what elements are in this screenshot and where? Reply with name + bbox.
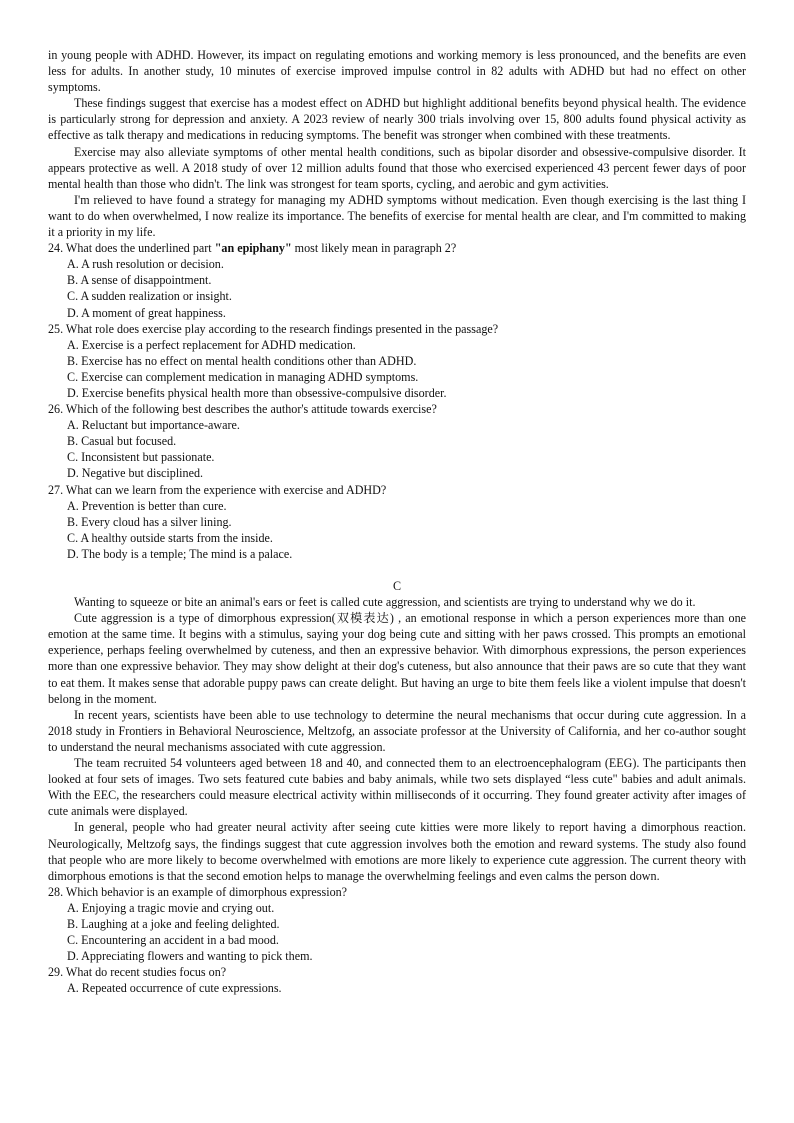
passage-b-paragraph: Exercise may also alleviate symptoms of other mental health conditions, such as bipolar disorder and obsessive-compulsive disorder. It appears protective as well. A 2018 study of over 12 million adults found that those who exercised experienced 43 percent fewer days of poor mental health than those who didn't. The link was strongest for team sports, cycling, and aerobic and gym activities. (48, 144, 746, 191)
option-c: C. Exercise can complement medication in managing ADHD symptoms. (67, 369, 419, 384)
underlined-phrase: "an epiphany" (214, 241, 292, 256)
passage-b-paragraph: in young people with ADHD. However, its impact on regulating emotions and working memory is less pronounced, and the benefits are even less for adults. In another study, 10 minutes of exercise improved impulse control in 82 adults with ADHD but had no effect on other symptoms. (48, 48, 746, 95)
option-a: A. Repeated occurrence of cute expressions. (67, 981, 282, 996)
option-a: A. Enjoying a tragic movie and crying out. (67, 900, 275, 915)
section-heading: C (392, 579, 402, 593)
option-d: D. The body is a temple; The mind is a palace. (67, 546, 293, 561)
option-c: C. Encountering an accident in a bad mood. (67, 933, 279, 948)
option-b: B. Exercise has no effect on mental health conditions other than ADHD. (67, 353, 417, 368)
option-a: A. Exercise is a perfect replacement for ADHD medication. (67, 337, 356, 352)
passage-c-paragraph: In general, people who had greater neural activity after seeing cute kitties were more likely to report having a dimorphous reaction. Neurologically, Meltzofg says, the findings suggest that cute aggression involves both the emotion and reward systems. The study also found that people who are more likely to become overwhelmed with emotions are more likely to experience cute aggression. The current theory with dimorphous emotions is that the second emotion helps to manage the overwhelming feelings and even calms the person down. (48, 820, 746, 883)
option-c: C. A sudden realization or insight. (67, 289, 232, 304)
option-a: A. Prevention is better than cure. (67, 498, 227, 513)
passage-c-paragraph: Wanting to squeeze or bite an animal's ears or feet is called cute aggression, and scientists are trying to understand why we do it. (74, 595, 696, 610)
option-c: C. A healthy outside starts from the inside. (67, 530, 273, 545)
question-stem-text: most likely mean in paragraph 2? (291, 241, 457, 256)
passage-b-paragraph: I'm relieved to have found a strategy for managing my ADHD symptoms without medication. Even though exercising is the last thing I want to do when overwhelmed, I now realize its importance. The benefits of exercise for mental health are clear, and I'm committed to making it a priority in my life. (48, 192, 746, 240)
question-27-stem: 27. What can we learn from the experience with exercise and ADHD? (48, 482, 387, 497)
question-25-stem: 25. What role does exercise play according to the research findings presented in the passage? (48, 321, 499, 336)
question-26-stem: 26. Which of the following best describes the author's attitude towards exercise? (48, 402, 437, 417)
option-a: A. Reluctant but importance-aware. (67, 418, 240, 433)
option-d: D. Negative but disciplined. (67, 466, 204, 481)
option-b: B. Casual but focused. (67, 434, 177, 449)
question-24-stem (48, 240, 746, 256)
passage-c-paragraph: In recent years, scientists have been able to use technology to determine the neural mechanisms that occur during cute aggression. In a 2018 study in Frontiers in Behavioral Neuroscience, Meltzofg, an associate professor at the University of California, and her co-author sought to understand the neural mechanisms associated with cute aggression. (48, 707, 746, 754)
passage-c-paragraph: Cute aggression is a type of dimorphous expression(双模表达) , an emotional response in which a person experiences more than one emotion at the same time. It begins with a stimulus, saying your dog being cute and sitting with her paws crossed. This prompts an emotional experience, perhaps feeling overwhelmed by cuteness, and then an expressive behavior. With dimorphous expressions, the person experiences more than one expressive behavior. They may show delight at their dog's cuteness, but also announce that their paws are so cute that they want to eat them. It makes sense that adorable puppy paws can create delight. But having an urge to bite them feels like a violent impulse that doesn't belong in the moment. (48, 611, 746, 706)
option-d: D. A moment of great happiness. (67, 305, 226, 320)
exam-page (48, 47, 746, 996)
option-b: B. Laughing at a joke and feeling delighted. (67, 916, 280, 931)
passage-b-paragraph: These findings suggest that exercise has a modest effect on ADHD but highlight additional benefits beyond physical health. The evidence is particularly strong for depression and anxiety. A 2023 review of nearly 300 trials involving over 15, 800 adults found physical activity as effective as talk therapy and medications in reducing symptoms. The benefit was stronger when combined with these treatments. (48, 96, 746, 143)
option-b: B. A sense of disappointment. (67, 273, 212, 288)
option-b: B. Every cloud has a silver lining. (67, 514, 232, 529)
question-stem-text: 24. What does the underlined part (48, 241, 215, 256)
passage-c-paragraph: The team recruited 54 volunteers aged between 18 and 40, and connected them to an electroencephalogram (EEG). The participants then looked at four sets of images. Two sets featured cute babies and baby animals, while two sets displayed “less cute" babies and adult animals. With the EEC, the researchers could measure electrical activity within milliseconds of it occurring. They found greater activity after images of cute animals were displayed. (48, 756, 746, 819)
option-d: D. Appreciating flowers and wanting to pick them. (67, 949, 313, 964)
question-28-stem: 28. Which behavior is an example of dimorphous expression? (48, 884, 348, 899)
option-d: D. Exercise benefits physical health more than obsessive-compulsive disorder. (67, 385, 447, 400)
question-29-stem: 29. What do recent studies focus on? (48, 965, 227, 980)
option-c: C. Inconsistent but passionate. (67, 450, 215, 465)
option-a: A. A rush resolution or decision. (67, 257, 224, 272)
